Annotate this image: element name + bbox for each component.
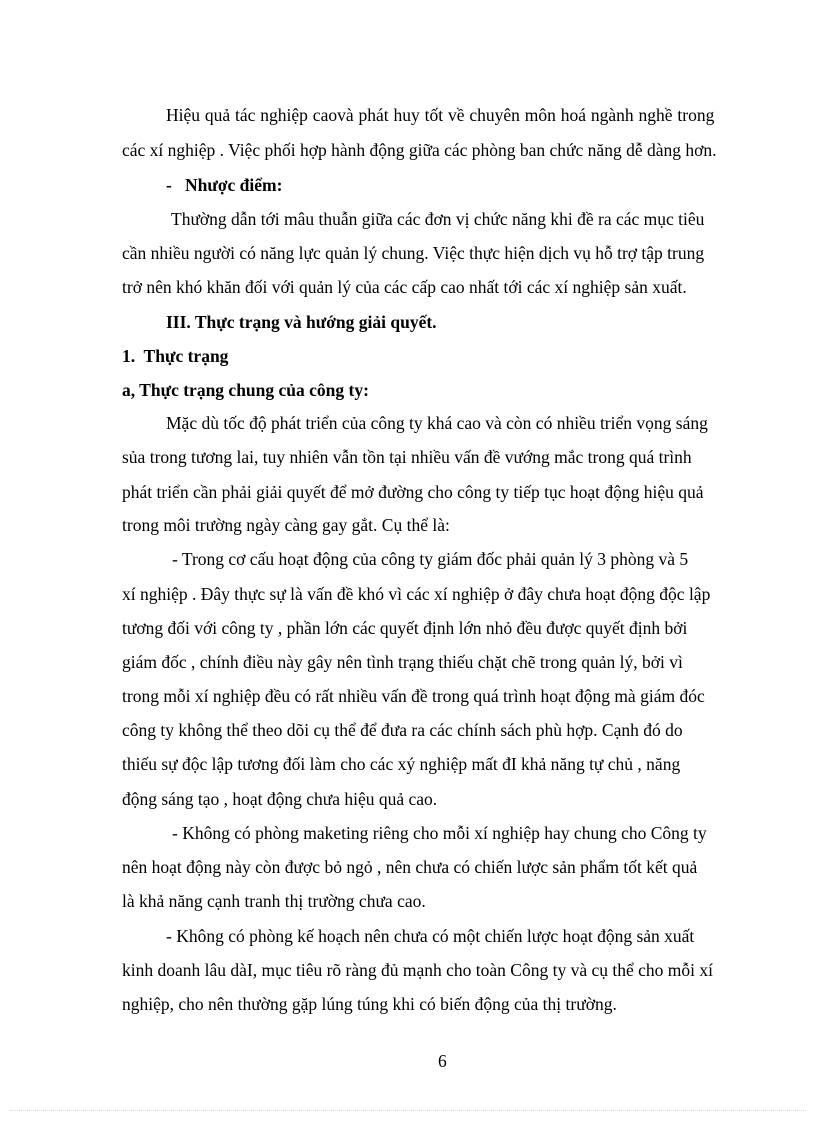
paragraph-line: trong mỗi xí nghiệp đều có rất nhiều vấn đề trong quá trình hoạt động mà giám đóc — [122, 686, 705, 706]
section-heading: a, Thực trạng chung của công ty: — [122, 380, 369, 400]
paragraph-line: Hiệu quả tác nghiệp caovà phát huy tốt về chuyên môn hoá ngành nghề trong — [166, 105, 715, 125]
section-heading: 1. Thực trạng — [122, 346, 229, 366]
paragraph-line: trong môi trường ngày càng gay gắt. Cụ thể là: — [122, 515, 450, 535]
paragraph-line: nên hoạt động này còn được bỏ ngỏ , nên chưa có chiến lược sản phẩm tốt kết quả — [122, 857, 698, 877]
paragraph-line: xí nghiệp . Đây thực sự là vấn đề khó vì các xí nghiệp ở đây chưa hoạt động độc lập — [122, 584, 711, 604]
paragraph-line: Mặc dù tốc độ phát triển của công ty khá cao và còn có nhiều triển vọng sáng — [166, 413, 708, 433]
paragraph-line: các xí nghiệp . Việc phối hợp hành động giữa các phòng ban chức năng dễ dàng hơn. — [122, 140, 717, 160]
paragraph-line: nghiệp, cho nên thường gặp lúng túng khi có biến động của thị trường. — [122, 994, 617, 1014]
paragraph-line: Thường dẫn tới mâu thuẫn giữa các đơn vị chức năng khi đề ra các mục tiêu — [171, 209, 705, 229]
paragraph-line: - Không có phòng kế hoạch nên chưa có một chiến lược hoạt động sản xuất — [166, 926, 695, 946]
paragraph-line: cần nhiều người có năng lực quản lý chung. Việc thực hiện dịch vụ hỗ trợ tập trung — [122, 243, 705, 263]
paragraph-line: là khả năng cạnh tranh thị trường chưa cao. — [122, 891, 426, 911]
paragraph-line: công ty không thể theo dõi cụ thể để đưa ra các chính sách phù hợp. Cạnh đó do — [122, 720, 683, 740]
paragraph-line: giám đốc , chính điều này gây nên tình trạng thiếu chặt chẽ trong quản lý, bởi vì — [122, 652, 683, 672]
section-heading: III. Thực trạng và hướng giải quyết. — [166, 312, 437, 332]
page-number: 6 — [438, 1051, 447, 1071]
paragraph-line: thiếu sự độc lập tương đối làm cho các xý nghiệp mất đI khả năng tự chủ , năng — [122, 754, 681, 774]
paragraph-line: - Trong cơ cấu hoạt động của công ty giám đốc phải quản lý 3 phòng và 5 — [172, 549, 689, 569]
footer-divider — [10, 1110, 806, 1111]
section-heading: - Nhược điểm: — [166, 175, 283, 195]
paragraph-line: tương đối với công ty , phần lớn các quyết định lớn nhỏ đều được quyết định bởi — [122, 618, 688, 638]
paragraph-line: phát triển cần phải giải quyết để mở đường cho công ty tiếp tục hoạt động hiệu quả — [122, 482, 704, 502]
paragraph-line: trở nên khó khăn đối với quản lý của các cấp cao nhất tới các xí nghiệp sản xuất. — [122, 277, 687, 297]
paragraph-line: sủa trong tương lai, tuy nhiên vẫn tồn tại nhiều vấn đề vướng mắc trong quá trình — [122, 447, 692, 467]
paragraph-line: kinh doanh lâu dàI, mục tiêu rõ ràng đủ mạnh cho toàn Công ty và cụ thể cho mỗi xí — [122, 960, 713, 980]
paragraph-line: - Không có phòng maketing riêng cho mỗi xí nghiệp hay chung cho Công ty — [172, 823, 707, 843]
paragraph-line: động sáng tạo , hoạt động chưa hiệu quả cao. — [122, 789, 438, 809]
